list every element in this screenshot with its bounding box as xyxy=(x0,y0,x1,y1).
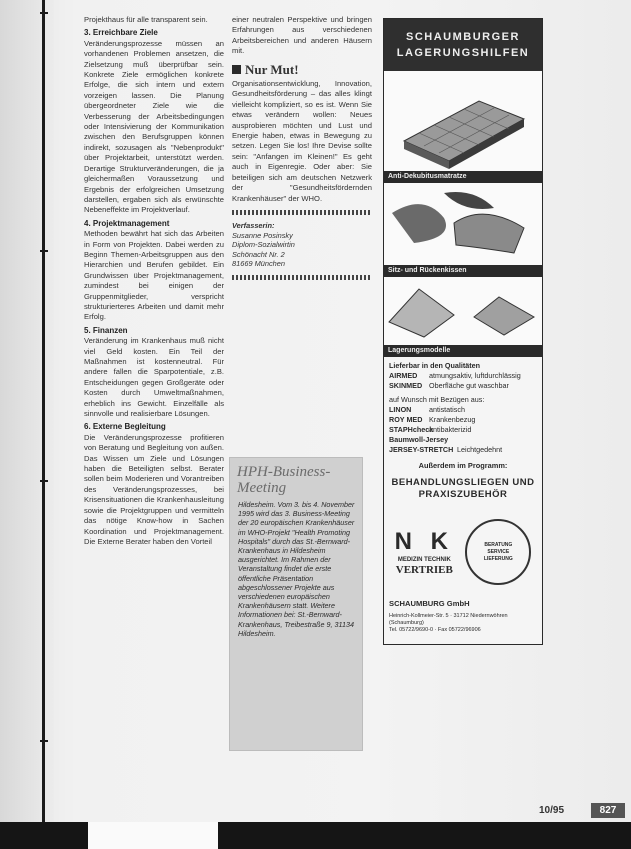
logo-letters: N K xyxy=(394,528,454,555)
scan-highlight xyxy=(88,822,218,849)
ad-brand: SCHAUMBURGER xyxy=(406,31,520,43)
company-address: Heinrich-Kollmeier-Str. 5 · 31712 Niedernwöhren (Schaumburg) xyxy=(389,613,508,626)
cover-name: JERSEY-STRETCH xyxy=(389,445,454,454)
author-line: Susanne Posinsky xyxy=(232,230,293,240)
author-label: Verfasserin: xyxy=(232,220,275,230)
cover-desc: Krankenbezug xyxy=(429,415,476,424)
binding-tick xyxy=(40,12,48,14)
quality-name: AIRMED xyxy=(389,371,418,380)
company-contact: Tel. 05722/9690-0 · Fax 05722/96906 xyxy=(389,627,481,633)
nur-mut-text: Organisationsentwicklung, Innovation, Gesundheitsförderung – das alles klingt vielleicht kompliziert, so es ist. Wenn Sie etwas verändern wollen: Neues ausprobieren möchten und Lust und Energie haben, etwas in Bewegung zu setzen. Legen Sie los! Ihre Devise sollte sein: "Anfangen im Kleinen!" Es geht auch in Eigenregie. Oder aber: Sie beteiligen sich am deutschen Netzwerk der "Gesundheitsfördernden Krankenhäuser" der WHO. xyxy=(232,79,372,203)
article-column-1 xyxy=(84,15,224,549)
binding-line xyxy=(42,0,45,849)
logo-vertrieb: VERTRIEB xyxy=(395,564,453,576)
author-line: Schönacht Nr. 2 xyxy=(232,249,285,259)
section-4-text: Methoden bewährt hat sich das Arbeiten in Form von Projekten. Dabei werden zu Beginn Themen-Arbeitsgruppen aus den Hierarchien und Berufen gebildet. Ein Grundwissen über Projektmanagement, zumindest bei einigen der Gruppenmitglieder, verspricht strukturierteres Arbeiten und damit mehr Erfolg. xyxy=(84,229,224,322)
section-3-heading: 3. Erreichbare Ziele xyxy=(84,28,158,38)
section-5-text: Veränderung im Krankenhaus muß nicht viel Geld kosten. Ein Teil der Maßnahmen ist kostenneutral. Für andere fallen die Sparpotentiale, z.B. Entscheidungen gegen Großgeräte oder Kosten durch Umweltmaßnahmen, erheblich ins Gewicht. Einzelfälle als sinnvolle und realisierbare Lösungen. xyxy=(84,336,224,419)
section-4-heading: 4. Projektmanagement xyxy=(84,218,170,228)
nur-mut-heading-text: Nur Mut! xyxy=(245,61,299,77)
service-seal xyxy=(465,519,531,585)
quality-row xyxy=(389,381,537,391)
cover-desc: antibakterizid xyxy=(429,425,472,434)
wavy-divider xyxy=(232,210,372,215)
nur-mut-heading xyxy=(232,61,372,77)
quality-name: SKINMED xyxy=(389,381,423,390)
cushion-image xyxy=(384,183,542,265)
author-line: Diplom-Sozialwirtin xyxy=(232,240,295,250)
logo-area xyxy=(389,509,537,595)
cushion-icon xyxy=(384,183,540,265)
mattress-image xyxy=(384,71,542,171)
cover-row xyxy=(389,415,537,425)
col1-intro: Projekthaus für alle transparent sein. xyxy=(84,15,208,24)
cover-desc: Leichtgedehnt xyxy=(457,445,503,454)
hph-meeting-title: HPH-Business-Meeting xyxy=(237,464,331,496)
covers-heading: auf Wunsch mit Bezügen aus: xyxy=(389,395,485,404)
cover-desc: antistatisch xyxy=(429,405,465,414)
binding-tick xyxy=(40,480,48,482)
author-block xyxy=(232,221,372,269)
wavy-divider xyxy=(232,275,372,280)
hph-meeting-box xyxy=(229,457,363,751)
schaumburg-advertisement xyxy=(383,18,543,645)
heading-marker-icon xyxy=(232,65,241,74)
wedge-icon xyxy=(384,277,540,345)
cover-name: LINON xyxy=(389,405,412,414)
wedge-image xyxy=(384,277,542,345)
page-number: 827 xyxy=(591,803,625,818)
quality-desc: Oberfläche gut waschbar xyxy=(429,381,509,390)
col2-intro: einer neutralen Perspektive und bringen Erfahrungen aus verschiedenen Arbeitsbereichen und anderen Häusern mit. xyxy=(232,15,372,56)
ad-header xyxy=(384,19,542,71)
ad-tagline: LAGERUNGSHILFEN xyxy=(396,47,530,59)
cover-row xyxy=(389,435,537,445)
section-6-heading: 6. Externe Begleitung xyxy=(84,422,166,432)
cover-row xyxy=(389,445,537,455)
mattress-icon xyxy=(384,71,540,171)
seal-text: BERATUNG SERVICE LIEFERUNG xyxy=(483,541,513,562)
program-heading: Außerdem im Programm: xyxy=(418,461,508,470)
cover-name: ROY MED xyxy=(389,415,423,424)
cover-name: STAPHcheck xyxy=(389,425,434,434)
cover-row xyxy=(389,425,537,435)
section-6-text: Die Veränderungsprozesse profitieren von Beratung und Begleitung von außen. Das Wissen um Ziele und Lösungen haben die Beteiligten selbst. Berater sollen beim Moderieren und Vorantreiben des Veränderungsprozesses, bei Krisensituationen die Krankenhausleitung sowie die Projektgruppen und vermitteln das nötige Know-how in Sachen Koordination und Projektmanagement. Die Externe Berater haben den Vorteil xyxy=(84,432,224,546)
binding-tick xyxy=(40,740,48,742)
ad-caption-2: Sitz- und Rückenkissen xyxy=(384,265,542,277)
cover-name: Baumwoll-Jersey xyxy=(389,435,449,444)
issue-label: 10/95 xyxy=(539,805,565,816)
ad-caption-1: Anti-Dekubitusmatratze xyxy=(384,171,542,183)
binding-tick xyxy=(40,250,48,252)
section-5-heading: 5. Finanzen xyxy=(84,325,128,335)
binding-edge xyxy=(0,0,54,849)
article-column-2 xyxy=(232,15,372,286)
hph-meeting-text: Hildesheim. Vom 3. bis 4. November 1995 wird das 3. Business-Meeting der 20 europäischen Krankenhäuser im WHO-Projekt "Health Promoting Hospitals" durch das St.-Bernward-Krankenhaus in Hildesheim ausgerichtet. Im Rahmen der Veranstaltung findet die erste öffentliche Präsentation abgeschlossener Projekte aus verschiedenen europäischen Krankenhäusern statt. Weitere Informationen bei: St.-Bernward-Krankenhaus, Treibestraße 9, 31134 Hildesheim. xyxy=(238,500,355,638)
quality-heading: Lieferbar in den Qualitäten xyxy=(389,361,481,370)
ad-details xyxy=(384,357,542,613)
quality-desc: atmungsaktiv, luftdurchlässig xyxy=(429,371,521,380)
company-name: SCHAUMBURG GmbH xyxy=(389,599,470,608)
logo-words: MEDIZIN TECHNIK xyxy=(397,557,451,563)
cover-row xyxy=(389,405,537,415)
ad-caption-3: Lagerungsmodelle xyxy=(384,345,542,357)
author-line: 81669 München xyxy=(232,259,286,269)
nk-logo xyxy=(395,529,454,575)
quality-row xyxy=(389,371,537,381)
section-3-text: Veränderungsprozesse müssen an vorhandenen Problemen ansetzen, die Zielsetzung muß überprüfbar sein. Konkrete Ziele ermöglichen konkrete Erfolge, die sich intern und extern vorzeigen lassen. Die Planung übergeordneter Ziele wie die Verbesserung der Arbeitsbedingungen oder Intensivierung der Kommunikation zwischen den Berufsgruppen können indirekt, sozusagen als "Nebenprodukt" über Projektarbeit, unterstützt werden. Derartige Strukturveränderungen, die ja gleichermaßen Voraussetzung und Ergebnis der erfolgreichen Umsetzung darstellen, ergaben sich als erwünschte Nebeneffekte im Projektverlauf. xyxy=(84,38,224,215)
program-items: BEHANDLUNGSLIEGEN UND PRAXISZUBEHÖR xyxy=(391,477,535,500)
